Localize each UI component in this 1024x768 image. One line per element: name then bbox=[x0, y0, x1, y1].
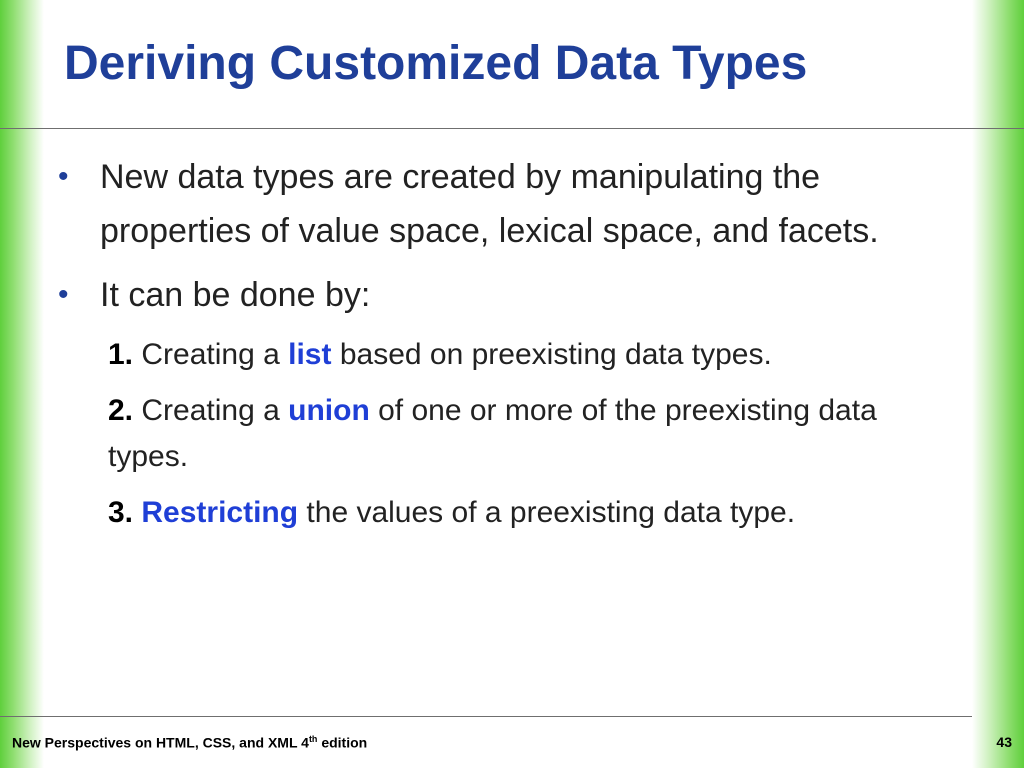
step-text-before: Creating a bbox=[141, 394, 280, 427]
step-item-2 bbox=[108, 388, 958, 480]
bullet-text: New data types are created by manipulating the properties of value space, lexical space, and facets. bbox=[100, 158, 879, 250]
step-keyword: list bbox=[288, 338, 332, 371]
step-number: 3. bbox=[108, 496, 134, 529]
left-decorative-bar bbox=[0, 0, 44, 768]
step-item-3 bbox=[108, 490, 958, 536]
step-number: 2. bbox=[108, 394, 134, 427]
bullet-dot-icon: • bbox=[58, 278, 69, 311]
step-text-after: of one or more of the preexisting data types. bbox=[108, 394, 877, 473]
footer-text-sup: th bbox=[308, 734, 318, 744]
slide-title: Deriving Customized Data Types bbox=[64, 37, 808, 90]
slide-body bbox=[58, 150, 958, 546]
step-keyword: Restricting bbox=[141, 496, 299, 529]
step-number: 1. bbox=[108, 338, 134, 371]
footer-divider bbox=[0, 716, 972, 717]
page-number: 43 bbox=[996, 734, 1012, 750]
step-keyword: union bbox=[288, 394, 370, 427]
step-text-before: Creating a bbox=[141, 338, 280, 371]
footer-text-main: New Perspectives on HTML, CSS, and XML 4 bbox=[12, 734, 309, 751]
step-text-after: based on preexisting data types. bbox=[339, 338, 772, 371]
step-text-after: the values of a preexisting data type. bbox=[306, 496, 796, 529]
bullet-dot-icon: • bbox=[58, 160, 69, 193]
bullet-item bbox=[58, 150, 958, 258]
title-divider bbox=[0, 128, 1024, 129]
bullet-item bbox=[58, 268, 958, 322]
right-decorative-bar bbox=[972, 0, 1024, 768]
footer-caption bbox=[12, 734, 367, 751]
footer-text-end: edition bbox=[317, 734, 368, 751]
bullet-text: It can be done by: bbox=[100, 276, 371, 314]
step-item-1 bbox=[108, 332, 958, 378]
